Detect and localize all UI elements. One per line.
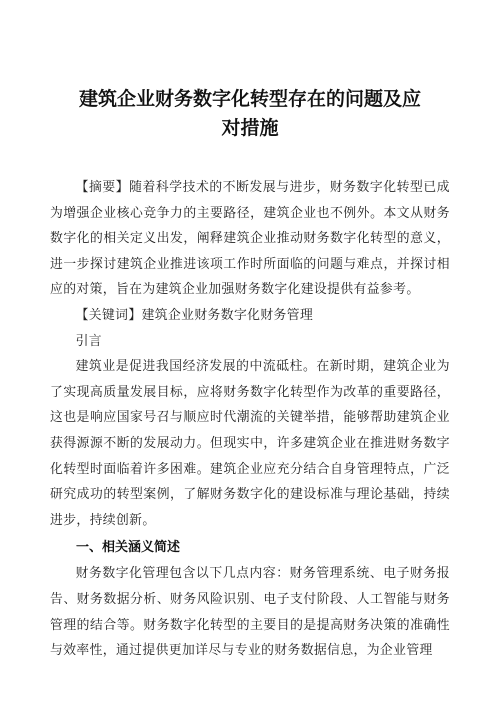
document-body	[50, 175, 450, 664]
intro-label: 引言	[75, 333, 102, 349]
intro-paragraph: 建筑业是促进我国经济发展的中流砥柱。在新时期，建筑企业为了实现高质量发展目标，应将财务数字化转型作为改革的重要路径，这也是响应国家号召与顺应时代潮流的关键举措，能够帮助建筑企业获得源源不断的发展动力。但现实中，许多建筑企业在推进财务数字化转型时面临着许多困难。建筑企业应充分结合自身管理特点，广泛研究成功的转型案例，了解财务数字化的建设标准与理论基础，持续进步，持续创新。	[50, 359, 450, 528]
keywords-paragraph: 【关键词】建筑企业财务数字化财务管理	[75, 307, 314, 323]
document-title: 建筑企业财务数字化转型存在的问题及应对措施	[78, 88, 421, 139]
abstract-paragraph: 【摘要】随着科学技术的不断发展与进步，财务数字化转型已成为增强企业核心竞争力的主要路径，建筑企业也不例外。本文从财务数字化的相关定义出发，阐释建筑企业推动财务数字化转型的意义，进一步探讨建筑企业推进该项工作时所面临的问题与难点，并探讨相应的对策，旨在为建筑企业加强财务数字化建设提供有益参考。	[50, 180, 450, 298]
section-paragraph: 财务数字化管理包含以下几点内容：财务管理系统、电子财务报告、财务数据分析、财务风险识别、电子支付阶段、人工智能与财务管理的结合等。财务数字化转型的主要目的是提高财务决策的准确性与效率性，通过提供更加详尽与专业的财务数据信息，为企业管理	[50, 566, 450, 659]
section-heading: 一、相关涵义简述	[76, 540, 181, 556]
